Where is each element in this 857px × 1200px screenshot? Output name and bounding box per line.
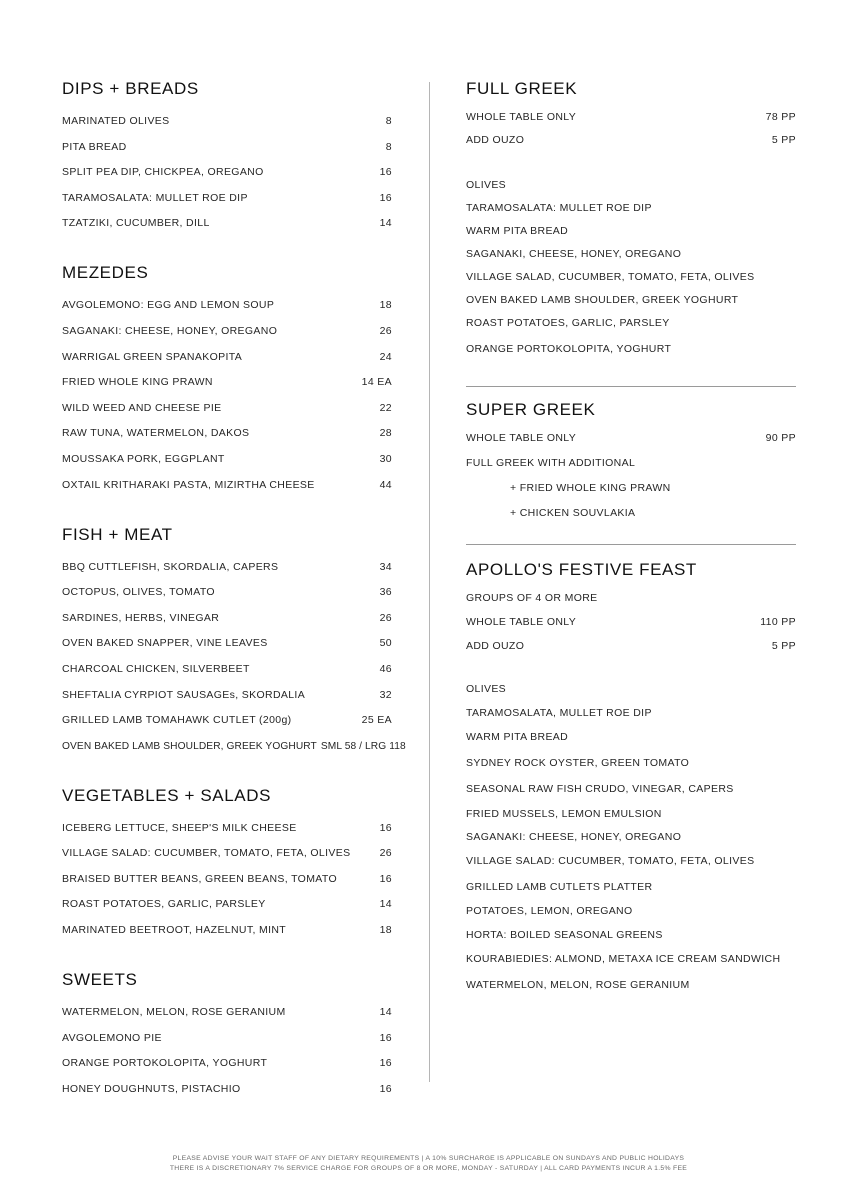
menu-item [62, 822, 392, 835]
course-item: GRILLED LAMB CUTLETS PLATTER [466, 881, 653, 893]
section-title: MEZEDES [62, 263, 149, 283]
item-price: 18 [379, 299, 392, 312]
item-name: FRIED WHOLE KING PRAWN [62, 376, 213, 389]
course-item: TARAMOSALATA: MULLET ROE DIP [466, 202, 652, 214]
item-name: SHEFTALIA CYRPIOT SAUSAGEs, SKORDALIA [62, 688, 306, 701]
item-name: WARRIGAL GREEN SPANAKOPITA [62, 350, 243, 363]
a-la-carte-column [62, 79, 406, 1096]
item-price: 25 EA [361, 714, 392, 727]
pricing-value: 78 PP [765, 111, 796, 123]
item-name: ICEBERG LETTUCE, SHEEP'S MILK CHEESE [62, 821, 297, 834]
pricing-row [466, 432, 796, 445]
menu-item [62, 1032, 392, 1045]
item-price: 16 [379, 1031, 392, 1044]
menu-item [62, 612, 392, 625]
item-name: ROAST POTATOES, GARLIC, PARSLEY [62, 898, 266, 911]
course-item: ORANGE PORTOKOLOPITA, YOGHURT [466, 343, 672, 355]
section-super-greek [466, 400, 796, 520]
footer-line: THERE IS A DISCRETIONARY 7% SERVICE CHARGE FOR GROUPS OF 8 OR MORE, MONDAY - SATURDAY | ALL CARD PAYMENTS INCUR A 1.5% FEE [169, 1165, 688, 1172]
footer-notes [0, 1154, 857, 1174]
pricing-label: ADD OUZO [466, 640, 525, 652]
item-name: WILD WEED AND CHEESE PIE [62, 401, 222, 414]
course-item: SAGANAKI: CHEESE, HONEY, OREGANO [466, 831, 682, 843]
item-name: OVEN BAKED SNAPPER, VINE LEAVES [62, 637, 268, 650]
item-name: OXTAIL KRITHARAKI PASTA, MIZIRTHA CHEESE [62, 478, 315, 491]
footer-line: PLEASE ADVISE YOUR WAIT STAFF OF ANY DIETARY REQUIREMENTS | A 10% SURCHARGE IS APPLICABLE ON SUNDAYS AND PUBLIC HOLIDAYS [172, 1155, 685, 1162]
item-price: 8 [385, 140, 392, 153]
course-item: SEASONAL RAW FISH CRUDO, VINEGAR, CAPERS [466, 783, 734, 795]
menu-item [62, 1083, 392, 1096]
item-price: 26 [379, 611, 392, 624]
item-price: 8 [385, 115, 392, 127]
item-name: TZATZIKI, CUCUMBER, DILL [62, 217, 210, 230]
menu-item [62, 166, 392, 179]
section-sweets [62, 970, 392, 1096]
item-price: 16 [379, 191, 392, 204]
item-price: 44 [379, 478, 392, 491]
section-title: SUPER GREEK [466, 400, 596, 419]
course-item: OLIVES [466, 179, 507, 191]
item-name: MOUSSAKA PORK, EGGPLANT [62, 452, 225, 465]
section-dips-breads [62, 79, 392, 230]
section-festive-feast [466, 560, 796, 992]
menu-item [62, 217, 392, 230]
item-name: RAW TUNA, WATERMELON, DAKOS [62, 427, 250, 440]
item-name: TARAMOSALATA: MULLET ROE DIP [62, 191, 248, 204]
menu-item [62, 1057, 392, 1070]
pricing-label: WHOLE TABLE ONLY [466, 432, 577, 444]
pricing-value: 5 PP [771, 640, 796, 652]
extra-item: + FRIED WHOLE KING PRAWN [510, 482, 671, 494]
course-item: FULL GREEK WITH ADDITIONAL [466, 457, 636, 469]
menu-item [62, 663, 392, 676]
course-item: SAGANAKI, CHEESE, HONEY, OREGANO [466, 248, 682, 260]
menu-item [62, 924, 392, 937]
item-name: AVGOLEMONO PIE [62, 1031, 162, 1044]
item-name: WATERMELON, MELON, ROSE GERANIUM [62, 1006, 286, 1019]
pricing-label: ADD OUZO [466, 134, 525, 146]
item-name: SARDINES, HERBS, VINEGAR [62, 611, 220, 624]
menu-item [62, 192, 392, 205]
item-name: OCTOPUS, OLIVES, TOMATO [62, 586, 215, 599]
course-item: WARM PITA BREAD [466, 225, 569, 237]
menu-item [62, 402, 392, 415]
set-menus-column [466, 79, 796, 992]
item-price: 16 [379, 1057, 392, 1070]
section-title: FISH + MEAT [62, 524, 173, 544]
item-price: 14 [379, 217, 392, 230]
menu-item [62, 325, 392, 338]
item-name: MARINATED OLIVES [62, 115, 170, 127]
item-price: 46 [379, 662, 392, 675]
section-fish-meat [62, 524, 406, 753]
menu-item [62, 351, 392, 364]
pricing-label: WHOLE TABLE ONLY [466, 616, 577, 628]
menu-item [62, 115, 392, 128]
item-price: 26 [379, 847, 392, 860]
course-item: ROAST POTATOES, GARLIC, PARSLEY [466, 317, 670, 329]
pricing-row [466, 111, 796, 124]
menu-item [62, 1006, 392, 1019]
course-item: WATERMELON, MELON, ROSE GERANIUM [466, 979, 690, 991]
menu-item [62, 141, 392, 154]
pricing-row [466, 616, 796, 629]
section-title: VEGETABLES + SALADS [62, 785, 272, 805]
course-item: KOURABIEDIES: ALMOND, METAXA ICE CREAM SANDWICH [466, 953, 781, 965]
menu-item [62, 740, 406, 753]
section-full-greek [466, 79, 796, 356]
group-note: GROUPS OF 4 OR MORE [466, 592, 598, 604]
item-price: 14 EA [361, 376, 392, 389]
item-name: ORANGE PORTOKOLOPITA, YOGHURT [62, 1057, 268, 1070]
item-price: 14 [379, 898, 392, 911]
item-price: 16 [379, 821, 392, 834]
pricing-value: 5 PP [771, 134, 796, 146]
item-price: 32 [379, 688, 392, 701]
section-title: APOLLO'S FESTIVE FEAST [466, 560, 697, 579]
course-item: SYDNEY ROCK OYSTER, GREEN TOMATO [466, 757, 690, 769]
column-divider [429, 82, 430, 1082]
menu-item [62, 376, 392, 389]
item-price: 14 [379, 1006, 392, 1019]
menu-item [62, 898, 392, 911]
item-name: BBQ CUTTLEFISH, SKORDALIA, CAPERS [62, 560, 279, 573]
menu-item [62, 453, 392, 466]
course-item: HORTA: BOILED SEASONAL GREENS [466, 929, 663, 941]
menu-item [62, 689, 392, 702]
course-item: FRIED MUSSELS, LEMON EMULSION [466, 808, 662, 820]
item-price: 28 [379, 427, 392, 440]
menu-item [62, 714, 392, 727]
item-price: 16 [379, 872, 392, 885]
menu-item [62, 847, 392, 860]
section-mezedes [62, 263, 392, 491]
item-name: AVGOLEMONO: EGG AND LEMON SOUP [62, 299, 275, 312]
menu-item [62, 561, 392, 574]
item-price: 30 [379, 452, 392, 465]
pricing-value: 90 PP [765, 432, 796, 444]
item-name: SPLIT PEA DIP, CHICKPEA, OREGANO [62, 166, 264, 179]
item-name: CHARCOAL CHICKEN, SILVERBEET [62, 662, 250, 675]
pricing-row [466, 134, 796, 147]
section-title: FULL GREEK [466, 79, 578, 98]
item-name: GRILLED LAMB TOMAHAWK CUTLET (200g) [62, 714, 292, 727]
section-title: DIPS + BREADS [62, 79, 199, 98]
item-price: 26 [379, 324, 392, 337]
item-price: 18 [379, 924, 392, 937]
item-name: MARINATED BEETROOT, HAZELNUT, MINT [62, 924, 287, 937]
item-price: 24 [379, 350, 392, 363]
course-item: VILLAGE SALAD: CUCUMBER, TOMATO, FETA, OLIVES [466, 855, 755, 867]
extra-item: + CHICKEN SOUVLAKIA [510, 507, 636, 519]
course-item: WARM PITA BREAD [466, 731, 569, 743]
course-item: OVEN BAKED LAMB SHOULDER, GREEK YOGHURT [466, 294, 739, 306]
course-item: TARAMOSALATA, MULLET ROE DIP [466, 707, 652, 719]
menu-item [62, 299, 392, 312]
section-title: SWEETS [62, 970, 138, 990]
item-price: 50 [379, 637, 392, 650]
course-item: OLIVES [466, 683, 507, 695]
item-name: HONEY DOUGHNUTS, PISTACHIO [62, 1082, 241, 1095]
pricing-value: 110 PP [760, 616, 796, 628]
item-price: 36 [379, 586, 392, 599]
item-name: OVEN BAKED LAMB SHOULDER, GREEK YOGHURT [62, 740, 317, 752]
menu-item [62, 427, 392, 440]
menu-item [62, 873, 392, 886]
item-price: 16 [379, 1082, 392, 1095]
item-name: PITA BREAD [62, 140, 127, 153]
menu-item [62, 637, 392, 650]
item-price: 22 [379, 401, 392, 414]
item-price: 34 [379, 560, 392, 573]
section-vegetables-salads [62, 786, 392, 937]
item-name: BRAISED BUTTER BEANS, GREEN BEANS, TOMATO [62, 872, 337, 885]
item-name: VILLAGE SALAD: CUCUMBER, TOMATO, FETA, OLIVES [62, 847, 351, 860]
menu-item [62, 479, 392, 492]
pricing-row [466, 640, 796, 653]
course-item: POTATOES, LEMON, OREGANO [466, 905, 633, 917]
course-item: VILLAGE SALAD, CUCUMBER, TOMATO, FETA, OLIVES [466, 271, 755, 283]
item-price: 16 [379, 166, 392, 179]
item-price: SML 58 / LRG 118 [320, 740, 406, 752]
pricing-label: WHOLE TABLE ONLY [466, 111, 577, 123]
menu-item [62, 586, 392, 599]
item-name: SAGANAKI: CHEESE, HONEY, OREGANO [62, 324, 278, 337]
